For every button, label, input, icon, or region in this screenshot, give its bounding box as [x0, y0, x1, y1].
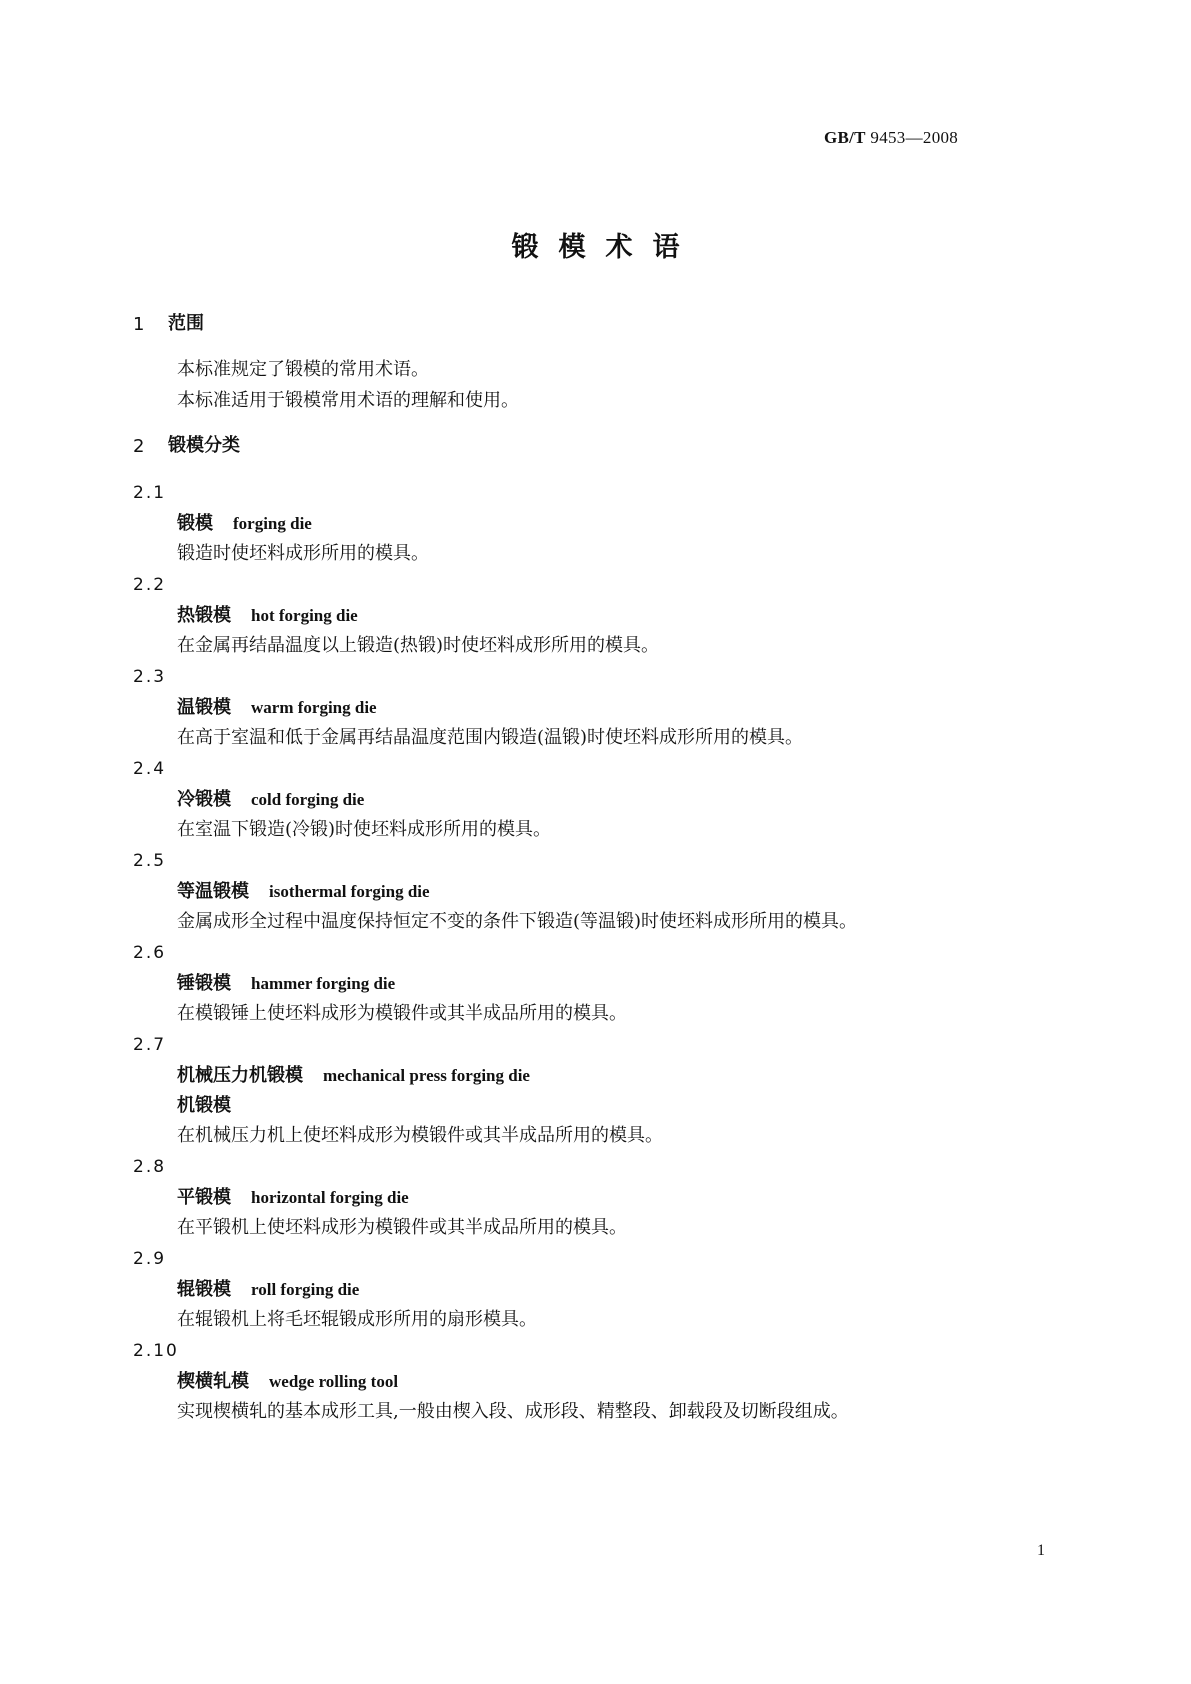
section-number: 1	[133, 314, 145, 335]
term-heading	[177, 515, 312, 533]
entry-number: 2.8	[133, 1157, 167, 1177]
entry-number: 2.6	[133, 943, 167, 963]
term-english: roll forging die	[251, 1280, 360, 1299]
term-english: forging die	[233, 514, 312, 533]
term-definition: 在高于室温和低于金属再结晶温度范围内锻造(温锻)时使坯料成形所用的模具。	[177, 727, 804, 748]
term-definition: 在金属再结晶温度以上锻造(热锻)时使坯料成形所用的模具。	[177, 635, 660, 656]
term-heading	[177, 1189, 409, 1207]
standard-prefix: GB/T	[824, 128, 866, 147]
term-chinese: 楔横轧模	[177, 1371, 249, 1392]
term-synonym: 机锻模	[177, 1095, 231, 1116]
entry-number: 2.7	[133, 1035, 167, 1055]
term-english: hammer forging die	[251, 974, 396, 993]
term-heading	[177, 975, 395, 993]
entry-number: 2.5	[133, 851, 167, 871]
term-english: isothermal forging die	[269, 882, 430, 901]
section-title: 锻模分类	[168, 435, 240, 456]
term-chinese: 机械压力机锻模	[177, 1065, 303, 1086]
entry-number: 2.9	[133, 1249, 167, 1269]
term-english: cold forging die	[251, 790, 365, 809]
entry-number: 2.1	[133, 483, 167, 503]
term-definition: 实现楔横轧的基本成形工具,一般由楔入段、成形段、精整段、卸载段及切断段组成。	[177, 1401, 849, 1422]
term-heading	[177, 1373, 398, 1391]
standard-code	[824, 129, 958, 146]
term-heading	[177, 1067, 530, 1085]
term-heading	[177, 1281, 359, 1299]
term-definition: 在平锻机上使坯料成形为模锻件或其半成品所用的模具。	[177, 1217, 627, 1238]
term-chinese: 等温锻模	[177, 881, 249, 902]
term-chinese: 锤锻模	[177, 973, 231, 994]
scope-paragraph: 本标准规定了锻模的常用术语。	[177, 359, 429, 380]
entry-number: 2.10	[133, 1341, 179, 1361]
entry-number: 2.3	[133, 667, 167, 687]
term-definition: 在模锻锤上使坯料成形为模锻件或其半成品所用的模具。	[177, 1003, 627, 1024]
document-title: 锻模术语	[511, 232, 700, 263]
standard-number: 9453—2008	[870, 128, 959, 147]
term-chinese: 锻模	[177, 513, 213, 534]
term-heading	[177, 607, 358, 625]
term-definition: 金属成形全过程中温度保持恒定不变的条件下锻造(等温锻)时使坯料成形所用的模具。	[177, 911, 858, 932]
entry-number: 2.4	[133, 759, 167, 779]
term-english: hot forging die	[251, 606, 358, 625]
term-english: wedge rolling tool	[269, 1372, 399, 1391]
scope-paragraph: 本标准适用于锻模常用术语的理解和使用。	[177, 390, 519, 411]
term-english: warm forging die	[251, 698, 377, 717]
entry-number: 2.2	[133, 575, 167, 595]
section-title: 范围	[168, 313, 204, 334]
term-definition: 锻造时使坯料成形所用的模具。	[177, 543, 429, 564]
term-definition: 在机械压力机上使坯料成形为模锻件或其半成品所用的模具。	[177, 1125, 663, 1146]
term-english: mechanical press forging die	[323, 1066, 530, 1085]
term-chinese: 辊锻模	[177, 1279, 231, 1300]
term-english: horizontal forging die	[251, 1188, 409, 1207]
term-heading	[177, 699, 377, 717]
term-heading	[177, 791, 364, 809]
page-number: 1	[1037, 1542, 1045, 1559]
term-definition: 在辊锻机上将毛坯辊锻成形所用的扇形模具。	[177, 1309, 537, 1330]
term-chinese: 冷锻模	[177, 789, 231, 810]
term-heading	[177, 883, 430, 901]
term-chinese: 热锻模	[177, 605, 231, 626]
section-number: 2	[133, 436, 145, 457]
term-definition: 在室温下锻造(冷锻)时使坯料成形所用的模具。	[177, 819, 552, 840]
term-chinese: 平锻模	[177, 1187, 231, 1208]
term-chinese: 温锻模	[177, 697, 231, 718]
